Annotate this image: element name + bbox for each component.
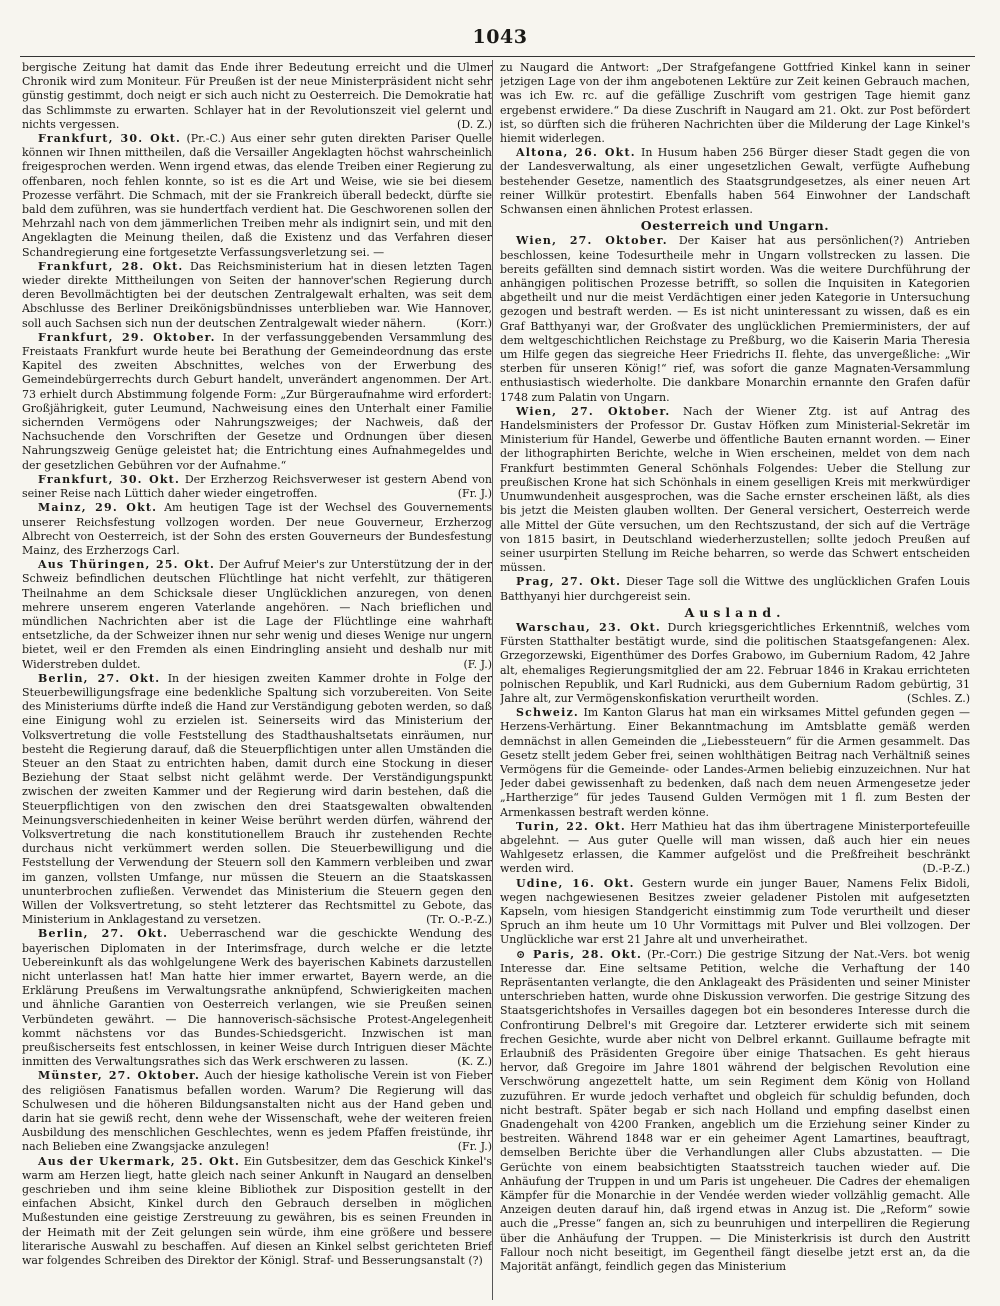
article-paragraph (22, 473, 492, 501)
column-divider (492, 60, 493, 1300)
dateline: Aus der Ukermark, 25. Okt. (38, 1154, 241, 1168)
dateline: Frankfurt, 30. Okt. (38, 472, 180, 486)
article-text: Durch kriegsgerichtliches Erkenntniß, welches vom Fürsten Statthalter bestätigt wurde, sind die politischen Staatsgefangenen: Alex. Grzegorzewski, Eigenthümer des Dorfes Grabowo, im Gubernium Radom, 42 Jahre alt, ehemaliges Regierungsmitglied der am 22. Februar 1846 in Krakau errichteten polnischen Republik, und Karl Rudnicki, aus dem Gubernium Radom gebürtig, 31 Jahre alt, zur Vermögenskonfiskation verurtheilt worden. (500, 620, 970, 705)
article-text: Ueberraschend war die geschickte Wendung des bayerischen Diplomaten in der Interimsfrage, durch welche er die letzte Uebereinkunft als das wohlgelungene Werk des bayerischen Kabinets darzustellen nicht unterlassen hat! Man hatte hier immer erwartet, Bayern werde, an die Erklärung Preußens im Verwaltungsrathe anknüpfend, Schwierigkeiten machen und ähnliche Garantien von Oesterreich verlangen, wie sie Preußen seinen Verbündeten gewährt. — Die hannoverisch-sächsische Protest-Angelegenheit kommt nächstens vor das Bundes-Schiedsgericht. Inzwischen ist man preußischerseits fest entschlossen, in keiner Weise durch Intriguen dieser Mächte inmitten des Verwaltungsrathes sich das Werk erschweren zu lassen. (22, 927, 492, 1069)
article-paragraph (500, 948, 970, 1275)
article-text: zu Naugard die Antwort: „Der Strafgefangene Gottfried Kinkel kann in seiner jetzigen Lage von der ihm angebotenen Lektüre zur Zeit keinen Gebrauch machen, was ich Ew. rc. auf die gefällige Zuschrift vom gestrigen Tage hiemit ganz ergebenst erwidere.“ Da diese Zuschrift in Naugard am 21. Okt. zur Post befördert ist, so dürften sich die früheren Nachrichten über die Milderung der Lage Kinkel's hiemit widerlegen. (500, 61, 970, 146)
article-paragraph (22, 331, 492, 473)
header-rule (20, 56, 975, 57)
dateline: Berlin, 27. Okt. (38, 671, 161, 685)
article-paragraph (500, 877, 970, 948)
article-paragraph (22, 61, 492, 132)
article-text: In der verfassunggebenden Versammlung des Freistaats Frankfurt wurde heute bei Berathung der Gemeindeordnung das erste Kapitel des zweiten Abschnittes, welches von der Erwerbung des Gemeindebürgerrechts durch Geburt handelt, unverändert angenommen. Der Art. 73 erhielt durch Abstimmung folgende Form: „Zur Bürgeraufnahme wird erfordert: Großjährigkeit, guter Leumund, Nachweisung eines den Unterhalt einer Familie sichernden Vermögens oder Nahrungszweiges; der Nachweis, daß der Nachsuchende den Vorschriften der Gesetze und Ordnungen über diesen Nahrungszweig Genüge geleistet hat; die Entrichtung eines Aufnahmegeldes und der gesetzlichen Gebühren vor der Aufnahme.“ (22, 330, 492, 472)
source-attribution: (Korr.) (456, 316, 492, 330)
article-text: In der hiesigen zweiten Kammer drohte in Folge der Steuerbewilligungsfrage eine bedenkliche Spaltung sich vorzubereiten. Von Seite des Ministeriums dürfte indeß die Hand zur Verständigung geboten werden, so daß eine Einigung wohl zu erzielen ist. Seinerseits wird das Ministerium der Volksvertretung die volle Feststellung des Stadthaushaltsetats einräumen, nur besteht die Regierung darauf, daß die Steuerpflichtigen unter allen Umständen die Steuer an den Staat zu entrichten haben, damit durch eine Stockung in dieser Beziehung der Staat selbst nicht gelähmt werde. Der Verständigungspunkt zwischen der zweiten Kammer und der Regierung wird darin bestehen, daß die Steuerpflichtigen von den zwischen den drei Staatsgewalten obwaltenden Meinungsverschiedenheiten in keiner Weise berührt werden dürfen, während der Volksvertretung die nach konstitutionellem Brauch ihr zustehenden Rechte durchaus nicht verkümmert werden sollen. Die Steuerbewilligung und die Feststellung der Verwendung der Steuern soll den Kammern verbleiben und zwar im ganzen, vollsten Umfange, nur müssen die Steuern an die Staatskassen ununterbrochen zufließen. Verwendet das Ministerium die Steuern gegen den Willen der Volksvertretung, so steht letzterer das Rechtsmittel zu Gebote, das Ministerium in Anklagestand zu versetzen. (22, 671, 492, 927)
source-attribution: (Fr. J.) (457, 487, 492, 501)
article-text: Gestern wurde ein junger Bauer, Namens Felix Bidoli, wegen nachgewiesenen Besitzes zweier geladener Pistolen mit aufgesetzten Kapseln, vom hiesigen Standgericht einstimmig zum Tode verurtheilt und dieser Spruch an ihm heute um 10 Uhr Vormittags mit Pulver und Blei vollzogen. Der Unglückliche war erst 21 Jahre alt und unverheirathet. (500, 876, 970, 947)
article-text: Nach der Wiener Ztg. ist auf Antrag des Handelsministers der Professor Dr. Gustav Höfken zum Ministerial-Sekretär im Ministerium für Handel, Gewerbe und öffentliche Bauten ernannt worden. — Einer der lithographirten Berichte, welche in Wien erscheinen, meldet von dem nach Frankfurt bestimmten General Schönhals Folgendes: Ueber die Stellung zur preußischen Krone hat sich Schönhals in einem geselligen Kreis mit merkwürdiger Unumwundenheit ausgesprochen, was die Sache ernster erscheinen läßt, als dies bis jetzt die Meisten glauben wollten. Der General versichert, Oesterreich werde alle Mittel der Güte versuchen, um den Rechtszustand, der sich auf die Verträge von 1815 basirt, in Deutschland wiederherzustellen; sollte jedoch Preußen auf seiner usurpirten Stellung im Reiche beharren, so werde das Schwert entscheiden müssen. (500, 404, 970, 575)
article-paragraph (22, 501, 492, 558)
article-text: Auch der hiesige katholische Verein ist von Fieber des religiösen Fanatismus befallen worden. Warum? Die Regierung will das Schulwesen und die höheren Bildungsanstalten nicht aus der Hand geben und darin hat sie gewiß recht, denn wehe der Wissenschaft, wehe der weiteren freien Ausbildung des menschlichen Geschlechtes, wenn es jedem Pfaffen freistünde, ihr nach Belieben eine Zwangsjacke anzulegen! (22, 1069, 492, 1154)
source-attribution: (Tr. O.-P.-Z.) (426, 913, 492, 927)
dateline: Wien, 27. Oktober. (516, 234, 668, 248)
article-text: Der Erzherzog Reichsverweser ist gestern Abend von seiner Reise nach Lüttich daher wieder eingetroffen. (22, 472, 492, 501)
dateline: Frankfurt, 29. Oktober. (38, 330, 216, 344)
source-attribution: (K. Z.) (457, 1055, 492, 1069)
source-attribution: (D. Z.) (457, 117, 492, 131)
article-text: (Pr.-Corr.) Die gestrige Sitzung der Nat.-Vers. bot wenig Interesse dar. Eine seltsame Petition, welche die Verhaftung der 140 Repräsentanten verlangte, die den Anklageakt des Präsidenten und seiner Minister unterschrieben hatten, wurde ohne Diskussion verworfen. Die gestrige Sitzung des Staatsgerichtshofes in Versailles dagegen bot ein besonderes Interesse durch die Confrontirung Delbrel's mit Gregoire dar. Letzterer erwiderte sich mit seinem frechen Gesichte, wurde aber nicht von Delbrel erkannt. Guillaume befragte mit Erlaubniß des Präsidenten Gregoire über einige Thatsachen. Es geht hieraus hervor, daß Gregoire im Jahre 1801 während der belgischen Revolution eine Verschwörung angezettelt hatte, um sein Regiment dem König von Holland zuzuführen. Er wurde jedoch verhaftet und obgleich für schuldig befunden, doch nicht bestraft. Später begab er sich nach Holland und empfing daselbst einen Gnadengehalt von 4200 Franken, angeblich um die Erziehung seiner Kinder zu bestreiten. Während 1848 war er ein geheimer Agent Lamartines, beauftragt, demselben Berichte über die Verhandlungen aller Clubs abzustatten. — Die Gerüchte von einem beabsichtigten Staatsstreich tauchen wieder auf. Die Anhäufung der Truppen in und um Paris ist ungeheuer. Die Cadres der ehemaligen Kämpfer für die Monarchie in der Vendée werden wieder vollzählig gemacht. Alle Anzeigen deuten darauf hin, daß irgend etwas in Anzug ist. Die „Reform“ sowie auch die „Presse“ fangen an, sich zu beunruhigen und interpelliren die Regierung über die Anhäufung der Truppen. — Die Ministerkrisis ist durch den Austritt Fallour noch nicht beseitigt, im Gegentheil fängt dieselbe jetzt erst an, da die Majorität anfängt, feindlich gegen das Ministerium (500, 947, 970, 1274)
source-attribution: (D.-P.-Z.) (922, 862, 970, 876)
dateline: Altona, 26. Okt. (516, 146, 636, 160)
article-paragraph (500, 234, 970, 404)
dateline: Turin, 22. Okt. (516, 819, 626, 833)
article-text: Ein Gutsbesitzer, dem das Geschick Kinkel's warm am Herzen liegt, hatte gleich nach seiner Ankunft in Naugard an denselben geschrieben und ihm seine kleine Bibliothek zur Disposition gestellt in der einfachen Absicht, Kinkel durch den Gebrauch derselben in möglichen Mußestunden eine geistige Zerstreuung zu gewähren, bis es seinen Freunden in der Heimath mit der Zeit gelungen sein würde, ihm eine größere und bessere literarische Auswahl zu beschaffen. Auf diesen an Kinkel selbst gerichteten Brief war folgendes Schreiben des Direktor der Königl. Straf- und Besserungsanstalt (?) (22, 1154, 492, 1268)
dateline: Münster, 27. Oktober. (38, 1069, 201, 1083)
dateline: Schweiz. (516, 706, 579, 720)
left-column (22, 61, 492, 1301)
section-heading: Oesterreich und Ungarn. (640, 218, 830, 234)
article-paragraph (22, 672, 492, 928)
source-attribution: (F. J.) (463, 657, 492, 671)
section-heading: Ausland. (684, 604, 786, 620)
dateline: Prag, 27. Okt. (516, 575, 622, 589)
article-paragraph (500, 575, 970, 603)
article-paragraph (22, 132, 492, 260)
article-text: bergische Zeitung hat damit das Ende ihrer Bedeutung erreicht und die Ulmer Chronik wird zum Moniteur. Für Preußen ist der neue Ministerpräsident nicht sehr günstig gestimmt, doch neigt er sich auch nicht zu Oesterreich. Die Demokratie hat das Schlimmste zu erwarten. Schlayer hat in der Revolutionszeit viel gelernt und nichts vergessen. (22, 61, 492, 131)
article-paragraph (22, 927, 492, 1069)
article-text: Herr Mathieu hat das ihm übertragene Ministerportefeuille abgelehnt. — Aus guter Quelle will man wissen, daß auch hier ein neues Wahlgesetz erlassen, die Kammer aufgelöst und die Preßfreiheit beschränkt werden wird. (500, 819, 970, 876)
article-text: Im Kanton Glarus hat man ein wirksames Mittel gefunden gegen — Herzens-Verhärtung. Einer Bekanntmachung im Amtsblatte gemäß werden demnächst in allen Gemeinden die „Liebessteuern“ für die Armen gesammelt. Das Gesetz stellt jedem Geber frei, seinen wohlthätigen Beitrag nach Verhältniß seines Vermögens für die Gemeinde- oder Landes-Armen beliebig einzuzeichnen. Nur hat Jeder dabei gewissenhaft zu bedenken, daß nach dem neuen Armengesetze jeder „Hartherzige“ für jedes Tausend Gulden Vermögen mit 1 fl. zum Besten der Armenkassen bestraft werden könne. (500, 706, 970, 819)
article-paragraph (500, 146, 970, 217)
dateline: Berlin, 27. Okt. (38, 927, 169, 941)
source-attribution: (Fr. J.) (457, 1140, 492, 1154)
article-paragraph (500, 405, 970, 575)
page-number: 1043 (472, 26, 528, 48)
article-paragraph (500, 621, 970, 706)
article-text: Der Kaiser hat aus persönlichen(?) Antrieben beschlossen, keine Todesurtheile mehr in Ungarn vollstrecken zu lassen. Die bereits gefällten sind demnach sistirt worden. Was die weitere Durchführung der anhängigen politischen Prozesse betrifft, so sollen die Inquisiten in Kategorien abgetheilt und nur die meist Verdächtigen einer jeden Kategorie in Untersuchung gezogen und bestraft werden. — Es ist nicht uninteressant zu wissen, daß es ein Graf Batthyanyi war, der Großvater des unglücklichen Premierministers, der auf dem weltgeschichtlichen Reichstage zu Preßburg, wo die Kaiserin Maria Theresia um Hilfe gegen das siegreiche Heer Friedrichs II. flehte, das unvergeßliche: „Wir sterben für unseren König!“ rief, was sofort die ganze Magnaten-Versammlung enthusiastisch wiederholte. Die dankbare Monarchin ernannte den Grafen dafür 1748 zum Palatin von Ungarn. (500, 234, 970, 404)
dateline: ⊙ Paris, 28. Okt. (516, 947, 643, 961)
article-text: Das Reichsministerium hat in diesen letzten Tagen wieder direkte Mittheilungen von Seiten der hannover'schen Regierung durch deren Bevollmächtigten bei der deutschen Zentralgewalt erhalten, was seit dem Abschlusse des Berliner Dreikönigsbündnisses unterblieben war. Wie Hannover, soll auch Sachsen sich nun der deutschen Zentralgewalt wieder nähern. (22, 259, 492, 330)
article-text: Dieser Tage soll die Wittwe des unglücklichen Grafen Louis Batthyanyi hier durchgereist sein. (500, 575, 970, 603)
article-paragraph (500, 61, 970, 146)
article-text: In Husum haben 256 Bürger dieser Stadt gegen die von der Landesverwaltung, als einer ungesetzlichen Gewalt, verfügte Aufhebung bestehender Gesetze, namentlich des Staatsgrundgesetzes, als einer neuen Art reiner Willkür protestirt. Ebenfalls haben 564 Einwohner der Landschaft Schwansen einen ähnlichen Protest erlassen. (500, 146, 970, 217)
right-column (500, 61, 970, 1301)
article-paragraph (500, 820, 970, 877)
article-paragraph (22, 260, 492, 331)
source-attribution: (Schles. Z.) (907, 691, 970, 705)
article-text: Am heutigen Tage ist der Wechsel des Gouvernements unserer Reichsfestung vollzogen worden. Der neue Gouverneur, Erzherzog Albrecht von Oesterreich, ist der Sohn des ersten Gouverneurs der Bundesfestung Mainz, des Erzherzogs Carl. (22, 501, 492, 557)
article-paragraph (22, 1155, 492, 1269)
article-paragraph (22, 1069, 492, 1154)
article-text: Der Aufruf Meier's zur Unterstützung der in der Schweiz befindlichen deutschen Flüchtlinge hat nicht verfehlt, zur thätigeren Theilnahme an dem Schicksale dieser Unglücklichen anzuregen, von denen mehrere unserem engeren Vaterlande angehören. — Nach brieflichen und mündlichen Nachrichten aber ist die Lage der Flüchtlinge eine wahrhaft entsetzliche, da der Schweizer ihnen nur sehr wenig und dieses Wenige nur ungern bietet, weil er den Fremden als einen Eindringling ansieht und deshalb nur mit Widerstreben duldet. (22, 558, 492, 671)
article-paragraph (500, 706, 970, 820)
article-text: (Pr.-C.) Aus einer sehr guten direkten Pariser Quelle können wir Ihnen mittheilen, daß die Versailler Angeklagten höchst wahrscheinlich freigesprochen werden. Wenn irgend etwas, das elende Treiben einer Regierung zu offenbaren, noch fehlen konnte, so ist es die Art und Weise, wie sie bei diesem Prozesse verfährt. Die Schmach, mit der sie Frankreich überall bedeckt, dürfte sie bald dem zuführen, was sie hundertfach verdient hat. Die Geschworenen sollen der Mehrzahl nach von dem jämmerlichen Treiben mehr als indignirt sein, und mit den Angeklagten die Meinung theilen, daß die Existenz und das Verfahren dieser Schandregierung eine fortgesetzte Verfassungsverletzung sei. — (22, 132, 492, 259)
dateline: Udine, 16. Okt. (516, 876, 635, 890)
dateline: Frankfurt, 28. Okt. (38, 259, 184, 273)
dateline: Aus Thüringen, 25. Okt. (38, 558, 216, 572)
dateline: Wien, 27. Oktober. (516, 404, 671, 418)
dateline: Warschau, 23. Okt. (516, 620, 661, 634)
dateline: Mainz, 29. Okt. (38, 501, 158, 515)
dateline: Frankfurt, 30. Okt. (38, 132, 182, 146)
article-paragraph (22, 558, 492, 672)
